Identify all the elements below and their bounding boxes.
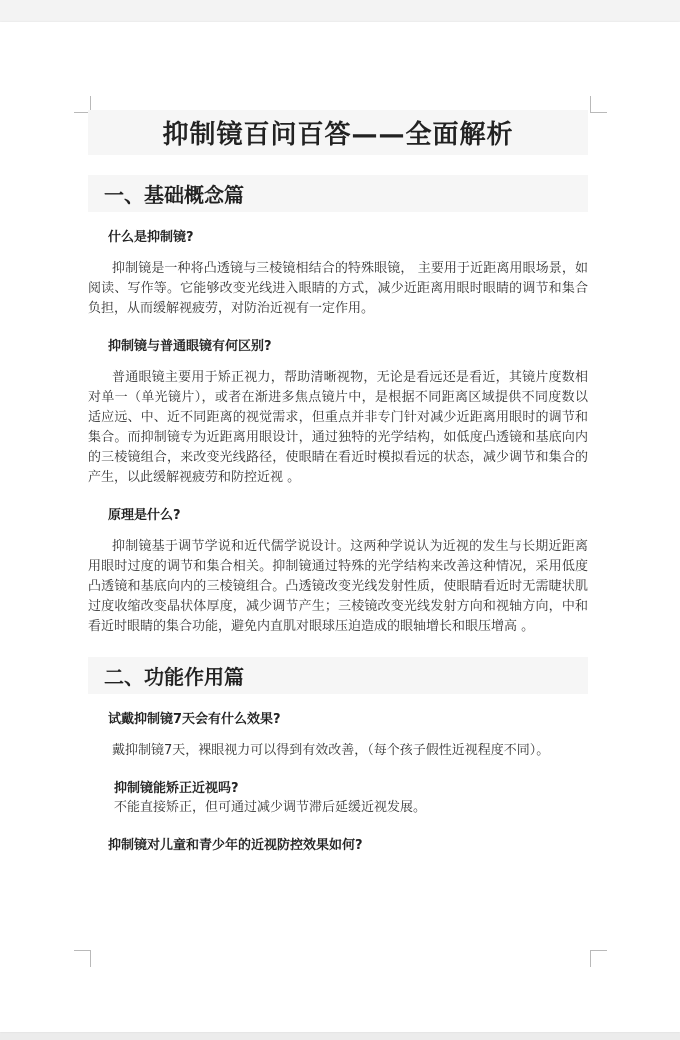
crop-mark-bottom-left [74,950,91,967]
question-what-is: 什么是抑制镜? [108,230,194,245]
viewer-top-bar [0,0,680,23]
answer-7-days: 戴抑制镜7天，裸眼视力可以得到有效改善，（每个孩子假性近视程度不同）。 [112,743,550,758]
question-correct-myopia: 抑制镜能矫正近视吗? [114,781,239,796]
crop-mark-top-right [590,96,607,113]
document-page [0,22,680,1032]
section-heading-functions: 二、功能作用篇 [88,657,588,694]
answer-difference: 普通眼镜主要用于矫正视力，帮助清晰视物，无论是看远还是看近，其镜片度数相对单一（单光镜片），或者在渐进多焦点镜片中，是根据不同距离区域提供不同度数以适应远、中、近不同距离的视觉需求，但重点并非专门针对减少近距离用眼时的调节和集合。而抑制镜专为近距离用眼设计，通过独特的光学结构，如低度凸透镜和基底向内的三棱镜组合，来改变光线路径，使眼睛在看近时模拟看远的状态，减少调节和集合的产生，以此缓解视疲劳和防控近视 。 [88,370,588,485]
answer-correct-myopia: 不能直接矫正，但可通过减少调节滞后延缓近视发展。 [114,800,427,815]
question-principle: 原理是什么? [108,508,181,523]
crop-mark-bottom-right [590,950,607,967]
answer-principle: 抑制镜基于调节学说和近代儒学说设计。这两种学说认为近视的发生与长期近距离用眼时过度的调节和集合相关。抑制镜通过特殊的光学结构来改善这种情况，采用低度凸透镜和基底向内的三棱镜组合。凸透镜改变光线发射性质，使眼睛看近时无需睫状肌过度收缩改变晶状体厚度，减少调节产生；三棱镜改变光线发射方向和视轴方向，中和看近时眼睛的集合功能，避免内直肌对眼球压迫造成的眼轴增长和眼压增高 。 [88,539,588,634]
document-content [88,110,588,853]
section-heading-basics: 一、基础概念篇 [88,175,588,212]
question-7-days: 试戴抑制镜7天会有什么效果? [108,712,281,727]
answer-what-is: 抑制镜是一种将凸透镜与三棱镜相结合的特殊眼镜， 主要用于近距离用眼场景，如阅读、写作等。它能够改变光线进入眼睛的方式，减少近距离用眼时眼睛的调节和集合负担，从而缓解视疲劳，对防治近视有一定作用。 [88,261,588,316]
document-title: 抑制镜百问百答——全面解析 [88,110,588,155]
question-children-effect: 抑制镜对儿童和青少年的近视防控效果如何? [108,838,363,853]
question-difference: 抑制镜与普通眼镜有何区别? [108,339,272,354]
